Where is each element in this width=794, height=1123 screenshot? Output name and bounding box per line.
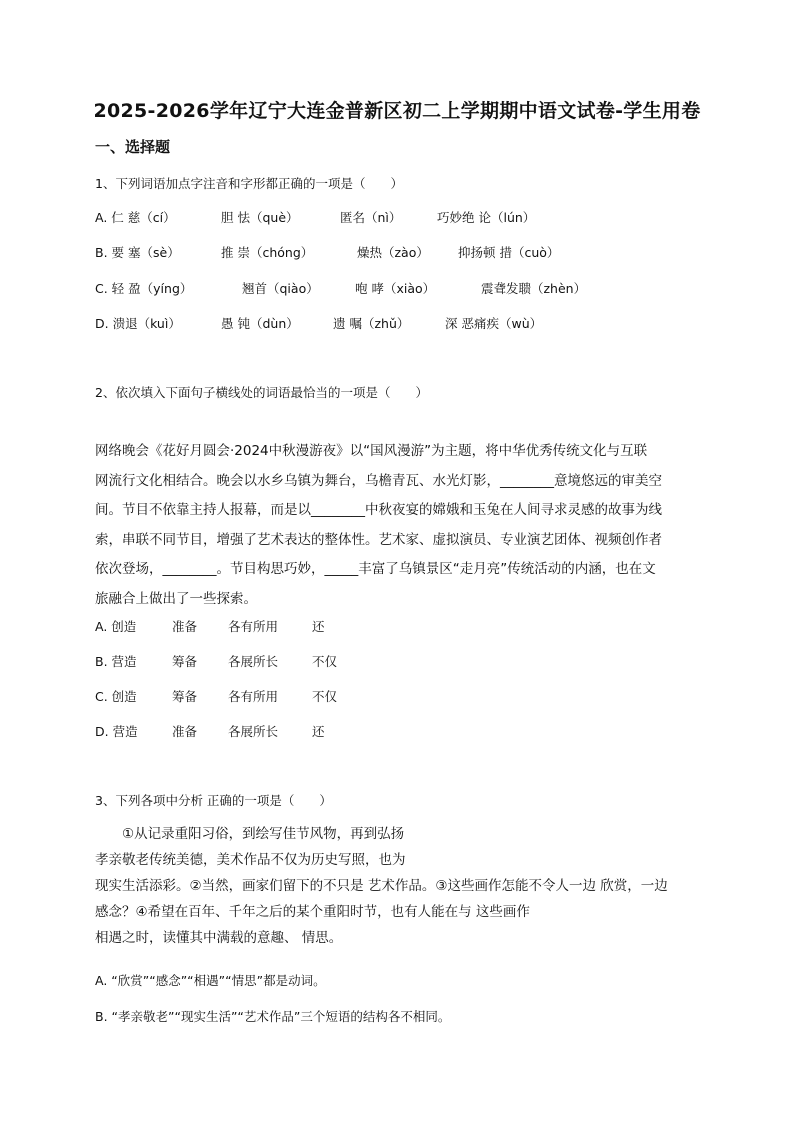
passage-line: 索，串联不同节目，增强了艺术表达的整体性。艺术家、虚拟演员、专业演艺团体、视频创作者	[95, 531, 662, 548]
passage-line: 依次登场，________。节目构思巧妙，_____丰富了乌镇景区“走月亮”传统活动的内涵，也在文	[95, 561, 656, 577]
q1-option-a[interactable]	[95, 208, 535, 226]
q2-option-a[interactable]	[95, 617, 325, 635]
q1-option-c-item-3: 咆 哮（xiào）	[355, 281, 436, 296]
q1-option-d-item-1: D. 溃退（kuì）	[95, 316, 181, 331]
passage-line: 孝亲敬老传统美德，美术作品不仅为历史写照，也为	[95, 852, 406, 868]
q1-option-c-item-4: 震聋发聩（zhèn）	[481, 281, 587, 296]
q2-option-c[interactable]	[95, 687, 337, 705]
passage-line: 网流行文化相结合。晚会以水乡乌镇为舞台，乌檐青瓦、水光灯影，________意境悠远的审美空	[95, 472, 662, 489]
q2-option-b[interactable]	[95, 652, 337, 670]
q2-option-c-item-3: 各有所用	[228, 689, 279, 704]
q2-option-d-item-4: 还	[312, 724, 325, 739]
q1-option-b[interactable]	[95, 243, 559, 261]
q2-option-d[interactable]	[95, 722, 325, 740]
question-3-stem: 3、下列各项中分析 正确的一项是（ ）	[95, 793, 332, 808]
q1-option-b-item-3: 燥热（zào）	[357, 245, 429, 260]
q1-option-d[interactable]	[95, 314, 542, 332]
q2-option-a-item-4: 还	[312, 619, 325, 634]
q2-option-a-item-2: 准备	[172, 619, 198, 634]
q2-option-b-item-4: 不仅	[312, 654, 338, 669]
q2-option-b-item-3: 各展所长	[228, 654, 279, 669]
q3-option-a[interactable]: A. “欣赏”“感念”“相遇”“情思”都是动词。	[95, 973, 326, 988]
q1-option-a-item-4: 巧妙绝 论（lún）	[437, 210, 536, 225]
q1-option-c-item-1: C. 轻 盈（yíng）	[95, 281, 193, 296]
page-title: 2025-2026学年辽宁大连金普新区初二上学期期中语文试卷-学生用卷	[93, 100, 701, 122]
section-heading: 一、选择题	[95, 138, 171, 156]
passage-line: 现实生活添彩。②当然，画家们留下的不只是 艺术作品。③这些画作怎能不令人一边 欣赏，一边	[95, 878, 668, 894]
q1-option-d-item-4: 深 恶痛疾（wù）	[445, 316, 543, 331]
question-2-passage	[95, 437, 695, 614]
passage-line: 相遇之时，读懂其中满载的意趣、 情思。	[95, 930, 343, 946]
q2-option-d-item-1: D. 营造	[95, 724, 138, 739]
q1-option-b-item-1: B. 要 塞（sè）	[95, 245, 180, 260]
q2-option-d-item-3: 各展所长	[228, 724, 279, 739]
q1-option-a-item-1: A. 仁 慈（cí）	[95, 210, 176, 225]
q2-option-b-item-2: 筹备	[172, 654, 198, 669]
q1-option-a-item-3: 匿名（nì）	[340, 210, 402, 225]
q2-option-a-item-3: 各有所用	[228, 619, 279, 634]
q2-option-d-item-2: 准备	[172, 724, 198, 739]
question-3-passage	[95, 821, 695, 951]
passage-line: ①从记录重阳习俗，到绘写佳节风物，再到弘扬	[95, 826, 405, 842]
passage-line: 网络晚会《花好月圆会·2024中秋漫游夜》以“国风漫游”为主题，将中华优秀传统文化与互联	[95, 443, 648, 459]
q3-option-b[interactable]: B. “孝亲敬老”“现实生活”“艺术作品”三个短语的结构各不相同。	[95, 1009, 451, 1024]
q2-option-b-item-1: B. 营造	[95, 654, 137, 669]
q1-option-a-item-2: 胆 怯（què）	[221, 210, 299, 225]
q2-option-c-item-4: 不仅	[312, 689, 338, 704]
q1-option-b-item-2: 推 崇（chóng）	[221, 245, 314, 260]
q1-option-c-item-2: 翘首（qiào）	[242, 281, 319, 296]
question-2-stem: 2、依次填入下面句子横线处的词语最恰当的一项是（ ）	[95, 385, 428, 400]
q2-option-c-item-1: C. 创造	[95, 689, 137, 704]
q1-option-c[interactable]	[95, 279, 586, 297]
q1-option-d-item-3: 遗 嘱（zhǔ）	[333, 316, 410, 331]
passage-line: 间。节目不依靠主持人报幕，而是以________中秋夜宴的嫦娥和玉兔在人间寻求灵感的故事为线	[95, 502, 662, 518]
q1-option-d-item-2: 愚 钝（dùn）	[221, 316, 299, 331]
passage-line: 旅融合上做出了一些探索。	[95, 590, 257, 607]
q2-option-c-item-2: 筹备	[172, 689, 198, 704]
question-1-stem: 1、下列词语加点字注音和字形都正确的一项是（ ）	[95, 176, 403, 191]
q2-option-a-item-1: A. 创造	[95, 619, 137, 634]
passage-line: 感念？④希望在百年、千年之后的某个重阳时节，也有人能在与 这些画作	[95, 904, 530, 920]
q1-option-b-item-4: 抑扬顿 措（cuò）	[458, 245, 560, 260]
